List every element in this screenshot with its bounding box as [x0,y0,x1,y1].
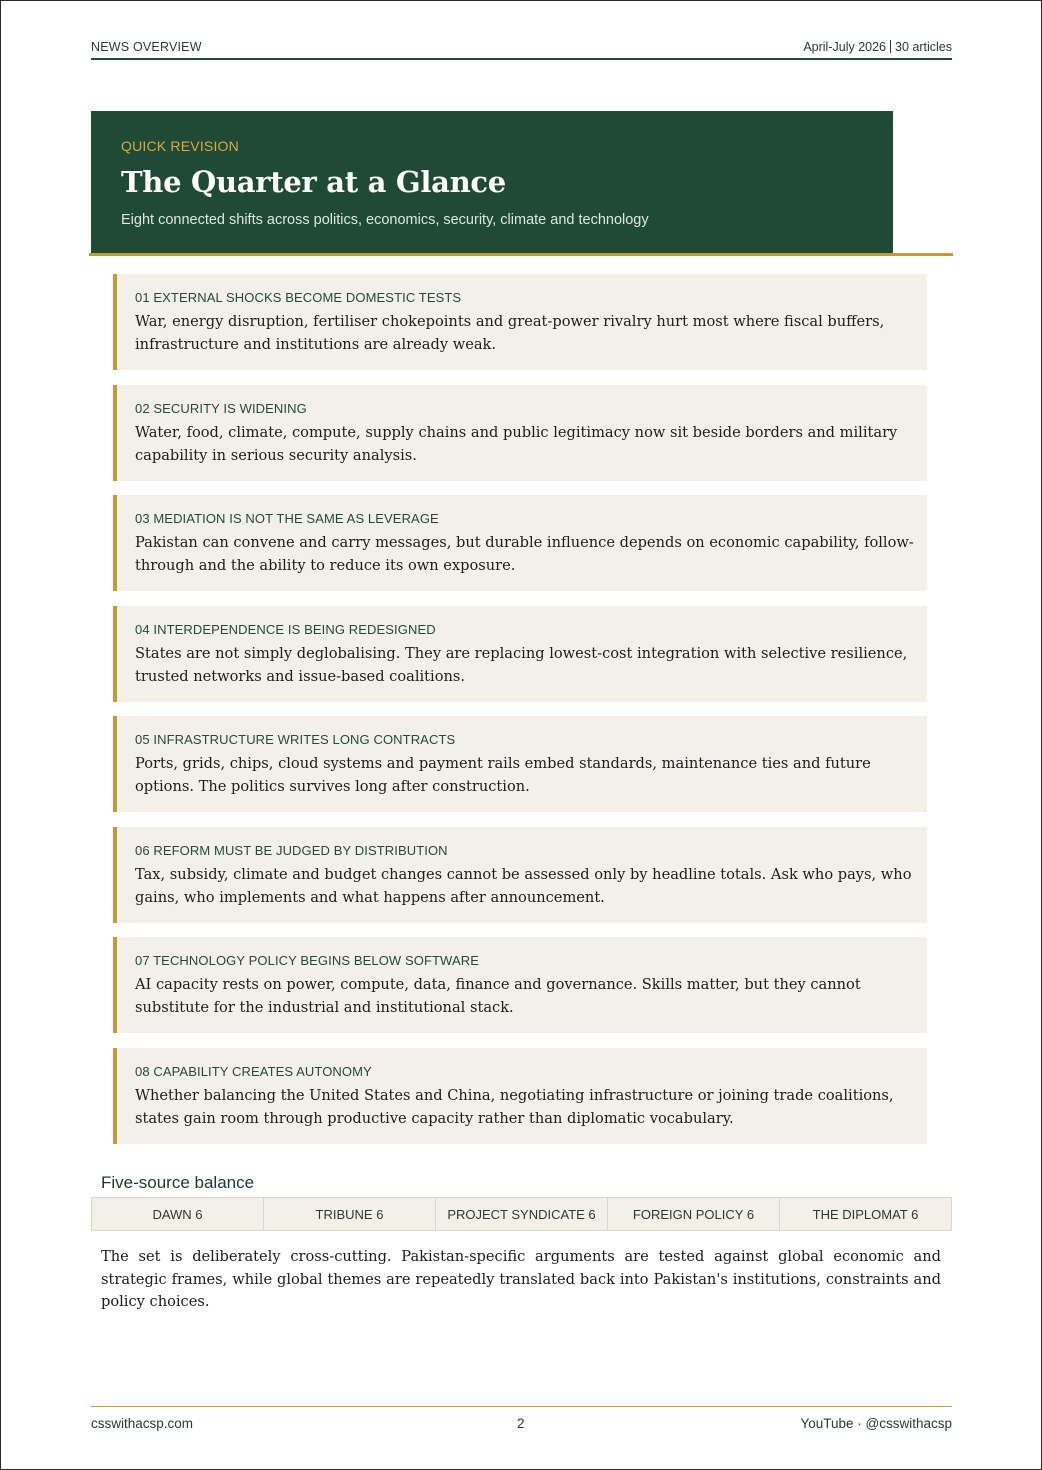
shift-card [113,937,927,1033]
source-cell: TRIBUNE 6 [264,1198,436,1230]
header-period: April-July 2026 [803,40,887,54]
footer-social: YouTube · @csswithacsp [800,1416,952,1431]
shift-card [113,1048,927,1144]
shift-card [113,606,927,702]
shift-card [113,827,927,923]
header-divider [890,40,891,53]
card-body: Ports, grids, chips, cloud systems and payment rails embed standards, maintenance ties and future options. The politics survives long after construction. [135,755,871,795]
footer-rule [91,1406,952,1407]
card-body: Whether balancing the United States and China, negotiating infrastructure or joining trade coalitions, states gain room through productive capacity rather than diplomatic vocabulary. [135,1087,894,1127]
card-body: AI capacity rests on power, compute, data, finance and governance. Skills matter, but they cannot substitute for the industrial and institutional stack. [135,976,861,1016]
card-label: 06 REFORM MUST BE JUDGED BY DISTRIBUTION [135,843,448,858]
balance-title: Five-source balance [101,1173,255,1192]
header-section: NEWS OVERVIEW [91,40,202,54]
card-body: Pakistan can convene and carry messages, but durable influence depends on economic capability, follow-through and the ability to reduce its own exposure. [135,534,914,574]
hero-title: The Quarter at a Glance [121,165,506,199]
card-body: Water, food, climate, compute, supply chains and public legitimacy now sit beside borders and military capability in serious security analysis. [135,424,898,464]
hero-underline [89,253,953,256]
header-count: 30 articles [895,40,952,54]
card-label: 03 MEDIATION IS NOT THE SAME AS LEVERAGE [135,511,439,526]
card-label: 05 INFRASTRUCTURE WRITES LONG CONTRACTS [135,732,456,747]
source-balance-table [91,1197,952,1231]
shift-card [113,495,927,591]
footer-site: csswithacsp.com [91,1416,194,1431]
source-cell: FOREIGN POLICY 6 [608,1198,780,1230]
shift-card [113,716,927,812]
card-body: States are not simply deglobalising. They are replacing lowest-cost integration with selective resilience, trusted networks and issue-based coalitions. [135,645,908,685]
shift-card [113,274,927,370]
header-meta [803,40,952,54]
card-body: War, energy disruption, fertiliser chokepoints and great-power rivalry hurt most where fiscal buffers, infrastructure and institutions are already weak. [135,313,885,353]
summary-paragraph: The set is deliberately cross-cutting. Pakistan-specific arguments are tested against global economic and strategic frames, while global themes are repeatedly translated back into Pakistan's institutions, constraints and policy choices. [101,1248,941,1310]
card-body: Tax, subsidy, climate and budget changes cannot be assessed only by headline totals. Ask who pays, who gains, who implements and what happens after announcement. [135,866,912,906]
card-label: 02 SECURITY IS WIDENING [135,401,307,416]
hero-banner [91,111,893,253]
source-cell: DAWN 6 [92,1198,264,1230]
card-label: 04 INTERDEPENDENCE IS BEING REDESIGNED [135,622,436,637]
shift-card [113,385,927,481]
hero-subtitle: Eight connected shifts across politics, economics, security, climate and technology [121,212,649,228]
source-cell: THE DIPLOMAT 6 [812,1206,919,1222]
card-label: 08 CAPABILITY CREATES AUTONOMY [135,1064,372,1079]
source-cell: PROJECT SYNDICATE 6 [436,1198,608,1230]
card-label: 07 TECHNOLOGY POLICY BEGINS BELOW SOFTWARE [135,953,479,968]
card-label: 01 EXTERNAL SHOCKS BECOME DOMESTIC TESTS [135,290,462,305]
hero-kicker: QUICK REVISION [121,138,239,154]
page-header [91,38,952,60]
page-number: 2 [517,1416,525,1431]
